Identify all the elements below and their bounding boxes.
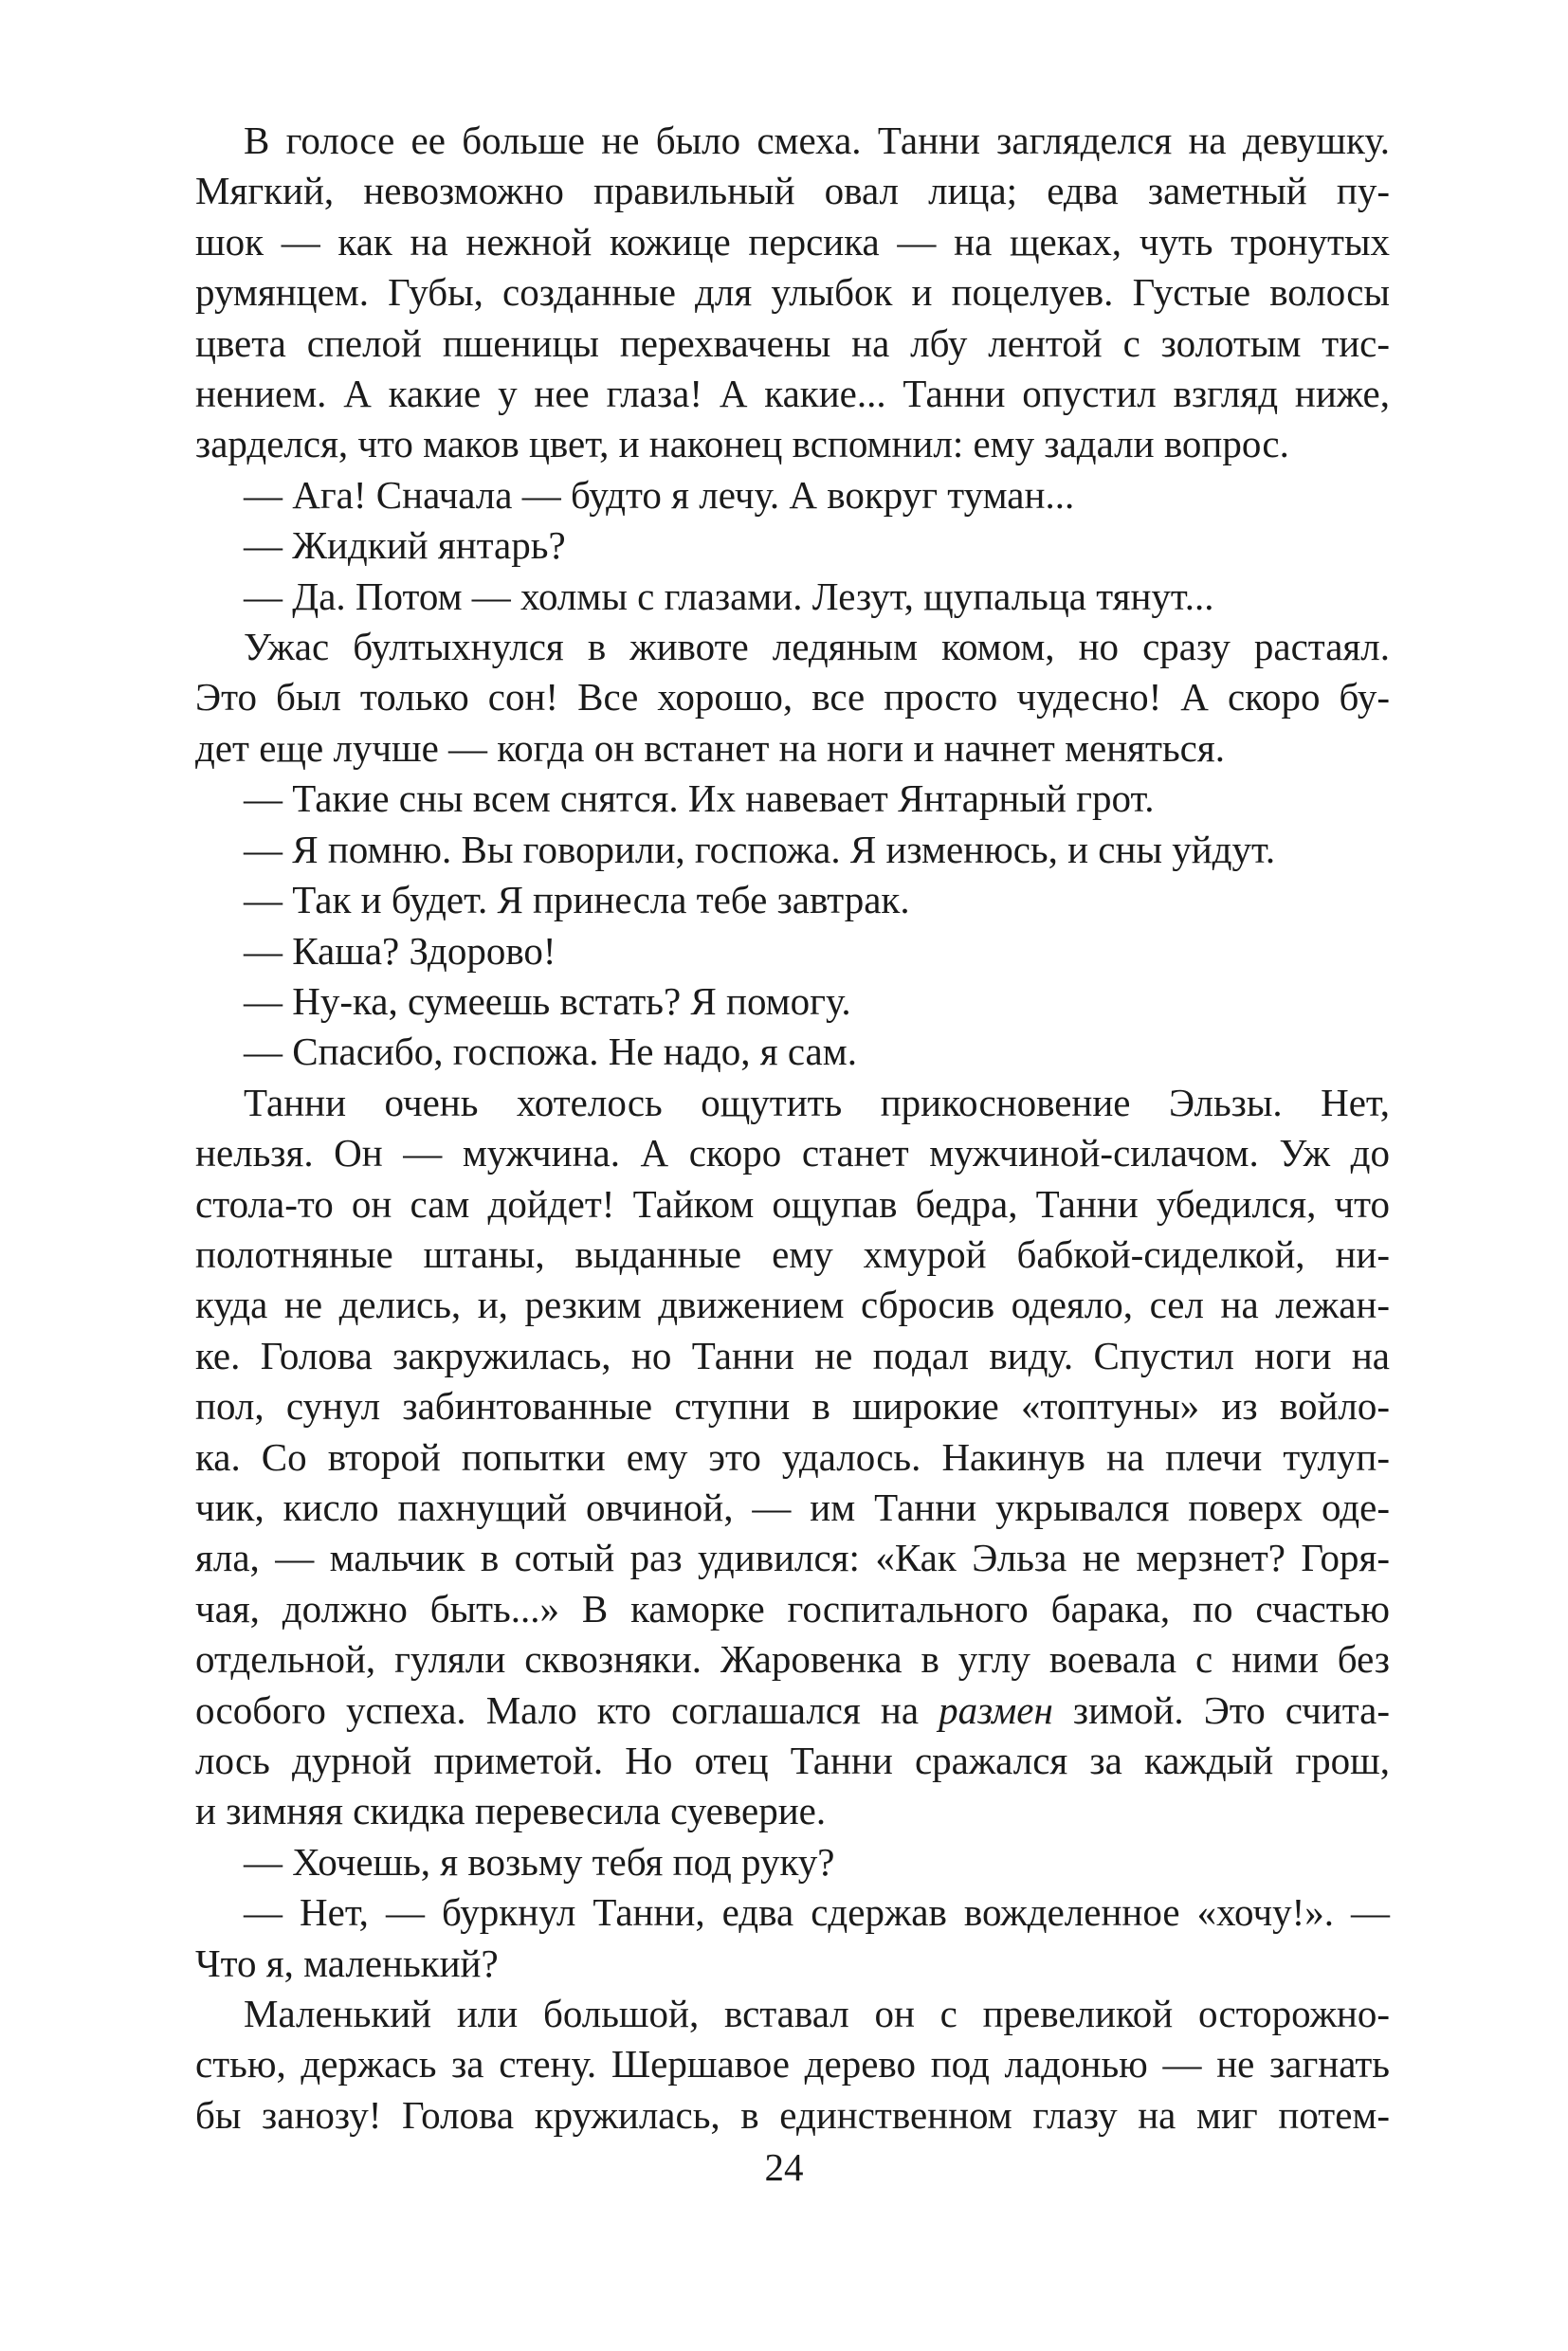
text-line: стола-то он сам дойдет! Тайком ощупав бедра, Танни убедился, что bbox=[195, 1181, 1390, 1226]
text-line: нением. А какие у нее глаза! А какие... Танни опустил взгляд ниже, bbox=[195, 372, 1390, 416]
text-line: — Хочешь, я возьму тебя под руку? bbox=[244, 1839, 835, 1884]
text-line: Что я, маленький? bbox=[195, 1941, 499, 1985]
text-line: — Да. Потом — холмы с глазами. Лезут, щупальца тянут... bbox=[244, 574, 1214, 618]
text-line: — Ну-ка, сумеешь встать? Я помогу. bbox=[244, 978, 851, 1023]
italic-term: размен bbox=[939, 1687, 1053, 1732]
text-line: Танни очень хотелось ощутить прикосновение Эльзы. Нет, bbox=[244, 1080, 1390, 1124]
text-line: чик, кисло пахнущий овчиной, — им Танни укрывался поверх оде- bbox=[195, 1485, 1390, 1529]
text-line: — Такие сны всем снятся. Их навевает Янтарный грот. bbox=[244, 776, 1155, 821]
text-line: — Спасибо, госпожа. Не надо, я сам. bbox=[244, 1030, 857, 1074]
text-line: — Так и будет. Я принесла тебе завтрак. bbox=[244, 878, 910, 922]
text-line: ке. Голова закружилась, но Танни не подал виду. Спустил ноги на bbox=[195, 1333, 1390, 1377]
text-line: Маленький или большой, вставал он с превеликой осторожно- bbox=[244, 1992, 1390, 2036]
text-line: — Я помню. Вы говорили, госпожа. Я изменюсь, и сны уйдут. bbox=[244, 827, 1276, 871]
text-line: куда не делись, и, резким движением сбросив одеяло, сел на лежан- bbox=[195, 1283, 1390, 1327]
text-line: пол, сунул забинтованные ступни в широкие «топтуны» из войло- bbox=[195, 1384, 1390, 1429]
text-fragment: особого успеха. Мало кто соглашался на bbox=[195, 1687, 939, 1732]
text-line: — Жидкий янтарь? bbox=[244, 523, 566, 568]
text-line: Ужас бултыхнулся в животе ледяным комом, но сразу растаял. bbox=[244, 625, 1390, 669]
text-line: зарделся, что маков цвет, и наконец вспомнил: ему задали вопрос. bbox=[195, 422, 1289, 466]
text-line: В голосе ее больше не было смеха. Танни загляделся на девушку. bbox=[244, 118, 1390, 162]
page-number: 24 bbox=[764, 2145, 804, 2189]
text-line: бы занозу! Голова кружилась, в единственном глазу на миг потем- bbox=[195, 2092, 1390, 2137]
text-line: — Каша? Здорово! bbox=[244, 928, 556, 973]
text-line: румянцем. Губы, созданные для улыбок и поцелуев. Густые волосы bbox=[195, 270, 1390, 315]
text-line: стью, держась за стену. Шершавое дерево под ладонью — не загнать bbox=[195, 2042, 1390, 2087]
text-line: яла, — мальчик в сотый раз удивился: «Как Эльза не мерзнет? Горя- bbox=[195, 1536, 1390, 1580]
text-line: — Нет, — буркнул Танни, едва сдержав вожделенное «хочу!». — bbox=[244, 1890, 1390, 1935]
body-text bbox=[195, 116, 1390, 2141]
text-line: отдельной, гуляли сквозняки. Жаровенка в углу воевала с ними без bbox=[195, 1637, 1390, 1682]
text-fragment: зимой. Это счита- bbox=[1052, 1687, 1390, 1732]
text-line: ка. Со второй попытки ему это удалось. Накинув на плечи тулуп- bbox=[195, 1434, 1390, 1479]
text-line: и зимняя скидка перевесила суеверие. bbox=[195, 1789, 827, 1833]
text-line: полотняные штаны, выданные ему хмурой бабкой-сиделкой, ни- bbox=[195, 1231, 1390, 1276]
text-line bbox=[195, 1686, 1390, 1736]
text-line: Мягкий, невозможно правильный овал лица; едва заметный пу- bbox=[195, 169, 1390, 213]
text-line: шок — как на нежной кожице персика — на щеках, чуть тронутых bbox=[195, 219, 1390, 264]
text-line: цвета спелой пшеницы перехвачены на лбу лентой с золотым тис- bbox=[195, 320, 1390, 365]
text-line: Это был только сон! Все хорошо, все просто чудесно! А скоро бу- bbox=[195, 675, 1390, 720]
text-line: нельзя. Он — мужчина. А скоро станет мужчиной-силачом. Уж до bbox=[195, 1131, 1390, 1176]
text-line: дет еще лучше — когда он встанет на ноги и начнет меняться. bbox=[195, 725, 1225, 770]
text-line: — Ага! Сначала — будто я лечу. А вокруг туман... bbox=[244, 472, 1075, 517]
text-line: чая, должно быть...» В каморке госпитального барака, по счастью bbox=[195, 1586, 1390, 1631]
text-line: лось дурной приметой. Но отец Танни сражался за каждый грош, bbox=[195, 1739, 1390, 1782]
